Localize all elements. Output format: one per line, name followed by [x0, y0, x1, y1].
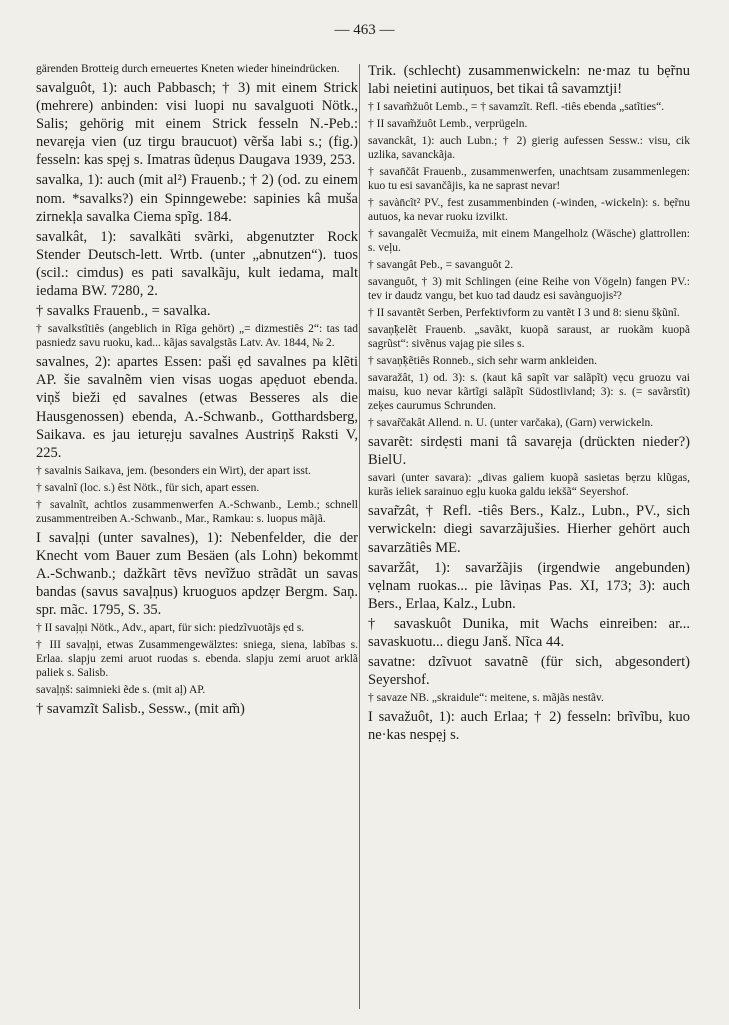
- dictionary-entry: savaņ̃ķelẽt Frauenb. „savãkt, kuopã saraust, ar ruokãm kuopã sagrũst“: sivẽnus vajag pie siles s.: [368, 324, 690, 351]
- dictionary-entry: † savangalẽt Vecmuiža, mit einem Mangelholz (Wäsche) glattrollen: s. veļu.: [368, 228, 690, 255]
- dictionary-entry: savanckât, 1): auch Lubn.; † 2) gierig aufessen Sessw.: visu, cik uzlika, savanckãja.: [368, 135, 690, 162]
- dictionary-entry: † savangât Peb., = savanguôt 2.: [368, 259, 514, 272]
- dictionary-entry: I savaļņi (unter savalnes), 1): Nebenfelder, die der Knecht vom Bauer zum Besäen (als Lohn) bekommt A.-Schwanb.; dažkãrt tẽvs nevĩžuo strãdãt un savas bandas (savus savaļņus) kruoguos apdzẹr Bergm. Saņ. spr. mãc. 1795, S. 35.: [36, 529, 358, 619]
- dictionary-entry: savaļņš: saimnieki ẽde s. (mit aļ) AP.: [36, 684, 206, 697]
- page-number: — 463 —: [334, 22, 395, 38]
- dictionary-entry: I savažuôt, 1): auch Erlaa; † 2) fesseln: brĩvĩbu, kuo ne·kas nespẹj s.: [368, 709, 690, 744]
- right-column: [368, 62, 690, 1007]
- column-divider: [359, 64, 360, 1009]
- dictionary-entry: † savalnĩt, achtlos zusammenwerfen A.-Schwanb., Lemb.; schnell zusammentreiben A.-Schwanb., Mar., Ramkau: s. luopus mãjã.: [36, 498, 358, 525]
- dictionary-entry: savaržât, 1): savaržãjis (irgendwie angebunden) vẹlnam ruokas... pie lãviņas Pas. XI, 173; 3): auch Bers., Erlaa, Kalz., Lubn.: [368, 559, 690, 612]
- dictionary-entry: Trik. (schlecht) zusammenwickeln: ne·maz tu bẹ̃rnu labi neietini autiņuos, bet tikai tâ savamztji!: [368, 63, 690, 98]
- dictionary-entry: † savamzĩt Salisb., Sessw., (mit am̃): [36, 701, 245, 718]
- dictionary-entry: savalguôt, 1): auch Pabbasch; † 3) mit einem Strick (mehrere) anbinden: visi luopi nu savalguoti Nötk., Salis; gehörig mit einem Strick fesseln N.-Peb.: nevarẹja vien (uz tirgu braucuot) vẽrša labi s.; (fig.) fesseln: kas spẹj s. Imatras ũdeņus Daugava 1939, 253.: [36, 80, 358, 169]
- dictionary-entry: † II savam̃žuôt Lemb., verprügeln.: [368, 118, 528, 131]
- dictionary-entry: † savalnis Saikava, jem. (besonders ein Wirt), der apart isst.: [36, 464, 311, 477]
- dictionary-entry: savari (unter savara): „divas galiem kuopã sasietas bẹrzu klũgas, kurãs ieliek sarainuo egļu kuoka galdu iekšã“ Seyershof.: [368, 472, 690, 499]
- dictionary-entry: † savaze NB. „skraidule“: meitene, s. mãjãs nestãv.: [368, 692, 604, 705]
- left-column: [36, 62, 358, 1007]
- dictionary-entry: † savalnĩ (loc. s.) êst Nötk., für sich, apart essen.: [36, 481, 260, 494]
- dictionary-entry: † savalks Frauenb., = savalka.: [36, 303, 211, 320]
- dictionary-entry: † savan̄čât Frauenb., zusammenwerfen, unachtsam zusammenlegen: kuo tu esi savančãjis, ka ne saprast nevar!: [368, 166, 690, 193]
- dictionary-entry: savar̃zât, † Refl. -tiês Bers., Kalz., Lubn., PV., sich verwickeln: diegi savarzãjušies. Hierher gehört auch savarzãtiês ME.: [368, 503, 690, 556]
- dictionary-entry: † savalkstĩtiês (angeblich in Rĩga gehört) „= dizmestiês 2“: tas tad pasniedz savu ruoku, kad... kãjas savalgstãs Latv. Av. 1844, № 2.: [36, 323, 358, 350]
- dictionary-entry: † I savam̃žuôt Lemb., = † savamzĩt. Refl. -tiês ebenda „satĩties“.: [368, 101, 665, 114]
- dictionary-entry: † savaņ̃ķẽtiês Ronneb., sich sehr warm ankleiden.: [368, 355, 597, 368]
- dictionary-entry: savanguôt, † 3) mit Schlingen (eine Reihe von Vögeln) fangen PV.: tev ir daudz vangu, bet kuo tad daudz esi savànguojis²?: [368, 276, 690, 303]
- dictionary-entry: † savàn̄cĩt² PV., fest zusammenbinden (-winden, -wickeln): s. bẹ̃rnu autuos, ka nevar ruoku izvilkt.: [368, 197, 690, 224]
- dictionary-entry: † II savantẽt Serben, Perfektivform zu vantẽt I 3 und 8: sienu šķũnĩ.: [368, 307, 680, 320]
- dictionary-entry: savalkât, 1): savalkãti svãrki, abgenutzter Rock Stender Deutsch-lett. Wrtb. (unter „abnutzen“). tuos (scil.: cimdus) es pati savalkãju, kult iedama, malt iedama BW. 7280, 2.: [36, 228, 358, 300]
- dictionary-entry: † savaskuôt Dunika, mit Wachs einreiben: ar... savaskuotu... diegu Janš. Nĩca 44.: [368, 615, 690, 651]
- dictionary-entry: savalnes, 2): apartes Essen: paši ẹd savalnes pa klẽti AP. šie savalnẽm vien visas uogas apẹduot ebenda. viņš bieži ẹd savalnes (etwas Besseres als die Hausgenossen) ebenda, A.-Schwanb., Gotthardsberg, Saikava. es jau ieturẹju savalnes Austriņš Raksti V, 225.: [36, 354, 358, 461]
- dictionary-entry: gärenden Brotteig durch erneuertes Kneten wieder hineindrücken.: [36, 63, 340, 75]
- dictionary-entry: † III savaļņi, etwas Zusammengewälztes: sniega, siena, labĩbas s. Erlaa. slapju zemi aruot ruodas s. ebenda. slapju zemi aruot arklã paliek s. Salisb.: [36, 639, 358, 680]
- dictionary-entry: savarẽt: sirdẹsti mani tâ savarẹja (drückten nieder?) BielU.: [368, 434, 690, 469]
- dictionary-entry: savaražât, 1) od. 3): s. (kaut kâ sapĩt var salãpĩt) vẹcu gruozu vai maisu, kuo nevar kãrtĩgi salãpĩt Südostlivland; 3): s. (= savãrstĩt) zeķes caurumus Schrunden.: [368, 372, 690, 413]
- dictionary-entry: † savar̃čakât Allend. n. U. (unter varčaka), (Garn) verwickeln.: [368, 417, 654, 430]
- dictionary-entry: savatne: dzĩvuot savatnẽ (für sich, abgesondert) Seyershof.: [368, 654, 690, 689]
- dictionary-entry: savalka, 1): auch (mit al²) Frauenb.; † 2) (od. zu einem nom. *savalks?) ein Spinngewebe: sapinies kâ muša zirnekļa savalka Ciema spĩg. 184.: [36, 172, 358, 225]
- dictionary-entry: † II savaļņi Nötk., Adv., apart, für sich: piedzĩvuotãjs ẹd s.: [36, 622, 305, 635]
